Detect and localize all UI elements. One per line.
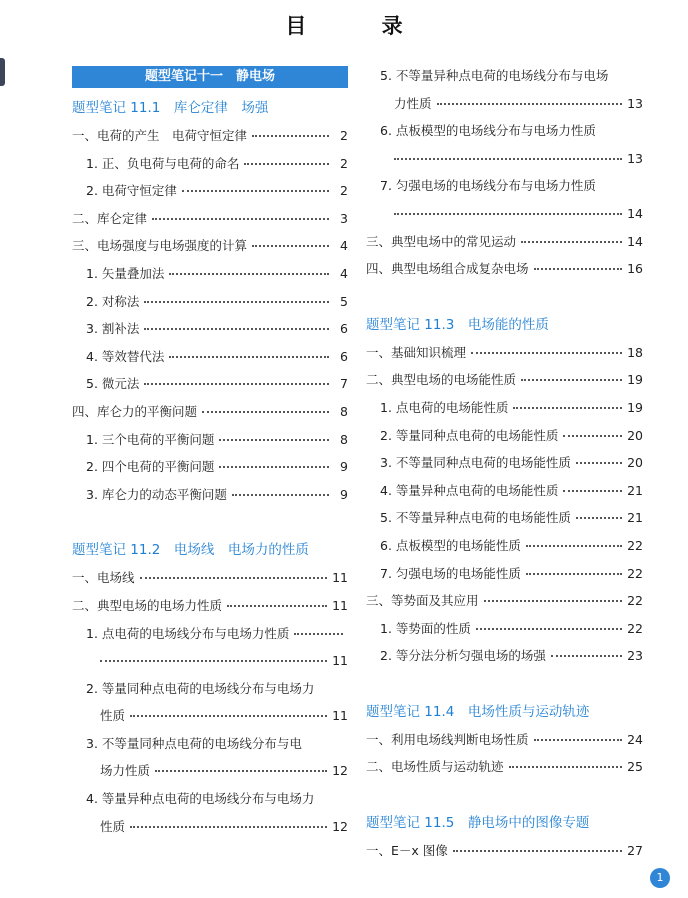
toc-entry-continuation[interactable]: 11 [72, 647, 348, 675]
toc-entry[interactable]: 一、E－x 图像 27 [366, 843, 643, 859]
toc-entry[interactable]: 3. 不等量同种点电荷的电场线分布与电 [86, 735, 302, 751]
toc-entry-continuation[interactable]: 性质 11 [100, 708, 348, 724]
section-heading-11-4[interactable]: 题型笔记 11.4 电场性质与运动轨迹 [366, 703, 590, 720]
toc-entry[interactable]: 1. 三个电荷的平衡问题 8 [86, 431, 348, 447]
toc-entry[interactable]: 7. 匀强电场的电场能性质 22 [380, 565, 643, 581]
toc-entry[interactable]: 二、典型电场的电场能性质 19 [366, 372, 643, 388]
toc-entry[interactable]: 3. 不等量同种点电荷的电场能性质 20 [380, 455, 643, 471]
toc-entry[interactable]: 3. 库仑力的动态平衡问题 9 [86, 486, 348, 502]
toc-entry[interactable]: 6. 点板模型的电场能性质 22 [380, 537, 643, 553]
toc-entry[interactable]: 四、典型电场组合成复杂电场 16 [366, 261, 643, 277]
toc-entry[interactable]: 四、库仑力的平衡问题 8 [72, 403, 348, 419]
toc-entry[interactable]: 一、利用电场线判断电场性质 24 [366, 731, 643, 747]
toc-entry[interactable]: 三、典型电场中的常见运动 14 [366, 233, 643, 249]
toc-entry[interactable]: 2. 等量同种点电荷的电场线分布与电场力 [86, 680, 315, 696]
page-number-badge: 1 [650, 868, 670, 888]
toc-entry[interactable]: 1. 等势面的性质 22 [380, 620, 643, 636]
toc-entry[interactable]: 2. 电荷守恒定律 2 [86, 183, 348, 199]
toc-left-column [72, 62, 348, 840]
section-heading-11-1[interactable]: 题型笔记 11.1 库仑定律 场强 [72, 100, 269, 116]
section-heading-11-2[interactable]: 题型笔记 11.2 电场线 电场力的性质 [72, 542, 309, 559]
toc-entry[interactable]: 4. 等效替代法 6 [86, 348, 348, 364]
toc-entry-continuation[interactable]: 场力性质 12 [100, 763, 348, 779]
toc-entry-continuation[interactable]: 14 [366, 200, 643, 228]
toc-entry-continuation[interactable]: 力性质 13 [394, 95, 643, 111]
toc-entry[interactable]: 3. 割补法 6 [86, 321, 348, 337]
toc-entry[interactable]: 7. 匀强电场的电场线分布与电场力性质 [380, 178, 596, 194]
toc-entry-continuation[interactable]: 13 [366, 145, 643, 173]
section-heading-11-5[interactable]: 题型笔记 11.5 静电场中的图像专题 [366, 815, 590, 832]
toc-entry[interactable]: 1. 点电荷的电场能性质 19 [380, 399, 643, 415]
toc-entry[interactable]: 2. 四个电荷的平衡问题 9 [86, 459, 348, 475]
toc-entry[interactable]: 三、等势面及其应用 22 [366, 593, 643, 609]
toc-entry[interactable]: 5. 不等量异种点电荷的电场能性质 21 [380, 510, 643, 526]
page-edge-mark [0, 58, 5, 86]
toc-entry[interactable]: 1. 正、负电荷与电荷的命名 2 [86, 155, 348, 171]
toc-entry[interactable]: 1. 矢量叠加法 4 [86, 265, 348, 281]
toc-entry[interactable]: 2. 等量同种点电荷的电场能性质 20 [380, 427, 643, 443]
toc-right-column [366, 62, 643, 865]
toc-entry[interactable]: 三、电场强度与电场强度的计算 4 [72, 238, 348, 254]
toc-entry[interactable]: 1. 点电荷的电场线分布与电场力性质 [72, 620, 348, 648]
toc-entry[interactable]: 一、基础知识梳理 18 [366, 344, 643, 360]
toc-entry[interactable]: 二、典型电场的电场力性质 11 [72, 597, 348, 613]
toc-entry-continuation[interactable]: 性质 12 [100, 818, 348, 834]
toc-entry[interactable]: 2. 等分法分析匀强电场的场强 23 [380, 648, 643, 664]
section-heading-11-3[interactable]: 题型笔记 11.3 电场能的性质 [366, 316, 549, 333]
toc-entry[interactable]: 一、电场线 11 [72, 570, 348, 586]
toc-entry[interactable]: 2. 对称法 5 [86, 293, 348, 309]
toc-entry[interactable]: 4. 等量异种点电荷的电场线分布与电场力 [86, 791, 315, 807]
toc-entry[interactable]: 4. 等量异种点电荷的电场能性质 21 [380, 482, 643, 498]
toc-entry[interactable]: 一、电荷的产生 电荷守恒定律 2 [72, 128, 348, 143]
toc-entry[interactable]: 二、库仑定律 3 [72, 210, 348, 226]
chapter-title-bar: 题型笔记十一 静电场 [72, 66, 348, 88]
page-title: 目 录 [285, 14, 437, 38]
toc-entry[interactable]: 二、电场性质与运动轨迹 25 [366, 759, 643, 775]
toc-entry[interactable]: 5. 不等量异种点电荷的电场线分布与电场 [380, 68, 609, 83]
toc-entry[interactable]: 5. 微元法 7 [86, 376, 348, 392]
toc-entry[interactable]: 6. 点板模型的电场线分布与电场力性质 [380, 123, 596, 139]
